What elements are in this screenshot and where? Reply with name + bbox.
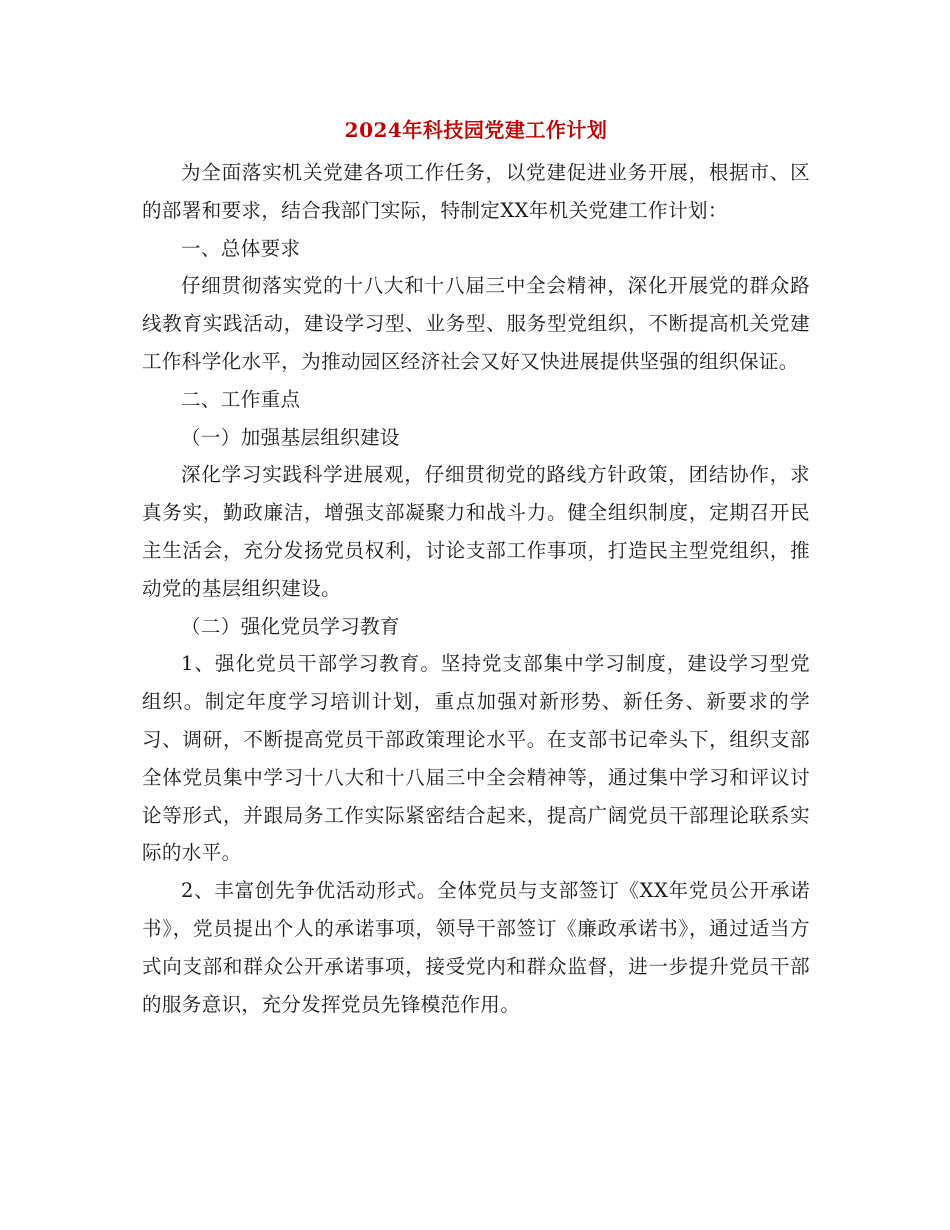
section-heading-overall-requirements: 一、总体要求 (181, 236, 301, 260)
subsection-heading-member-education: （二）强化党员学习教育 (181, 614, 400, 638)
overall-requirements-paragraph: 仔细贯彻落实党的十八大和十八届三中全会精神，深化开展党的群众路线教育实践活动，建设学习型、业务型、服务型党组织，不断提高机关党建工作科学化水平，为推动园区经济社会又好又快进展提供坚强的组织保证。 (142, 274, 810, 373)
member-education-paragraph-1: 1、强化党员干部学习教育。坚持党支部集中学习制度，建设学习型党组织。制定年度学习培训计划，重点加强对新形势、新任务、新要求的学习、调研，不断提高党员干部政策理论水平。在支部书记牵头下，组织支部全体党员集中学习十八大和十八届三中全会精神等，通过集中学习和评议讨论等形式，并跟局务工作实际紧密结合起来，提高广阔党员干部理论联系实际的水平。 (142, 652, 810, 865)
subsection-heading-grassroots-organization: （一）加强基层组织建设 (181, 425, 400, 449)
document-title: 2024年科技园党建工作计划 (344, 118, 608, 142)
section-heading-work-focus: 二、工作重点 (181, 387, 301, 411)
member-education-paragraph-2: 2、丰富创先争优活动形式。全体党员与支部签订《XX年党员公开承诺书》，党员提出个人的承诺事项，领导干部签订《廉政承诺书》，通过适当方式向支部和群众公开承诺事项，接受党内和群众监督，进一步提升党员干部的服务意识，充分发挥党员先锋模范作用。 (142, 879, 810, 1016)
intro-paragraph: 为全面落实机关党建各项工作任务，以党建促进业务开展，根据市、区的部署和要求，结合我部门实际，特制定XX年机关党建工作计划： (142, 161, 810, 222)
document-page (142, 110, 810, 1023)
grassroots-organization-paragraph: 深化学习实践科学进展观，仔细贯彻党的路线方针政策，团结协作，求真务实，勤政廉洁，增强支部凝聚力和战斗力。健全组织制度，定期召开民主生活会，充分发扬党员权利，讨论支部工作事项，打造民主型党组织，推动党的基层组织建设。 (142, 463, 810, 600)
